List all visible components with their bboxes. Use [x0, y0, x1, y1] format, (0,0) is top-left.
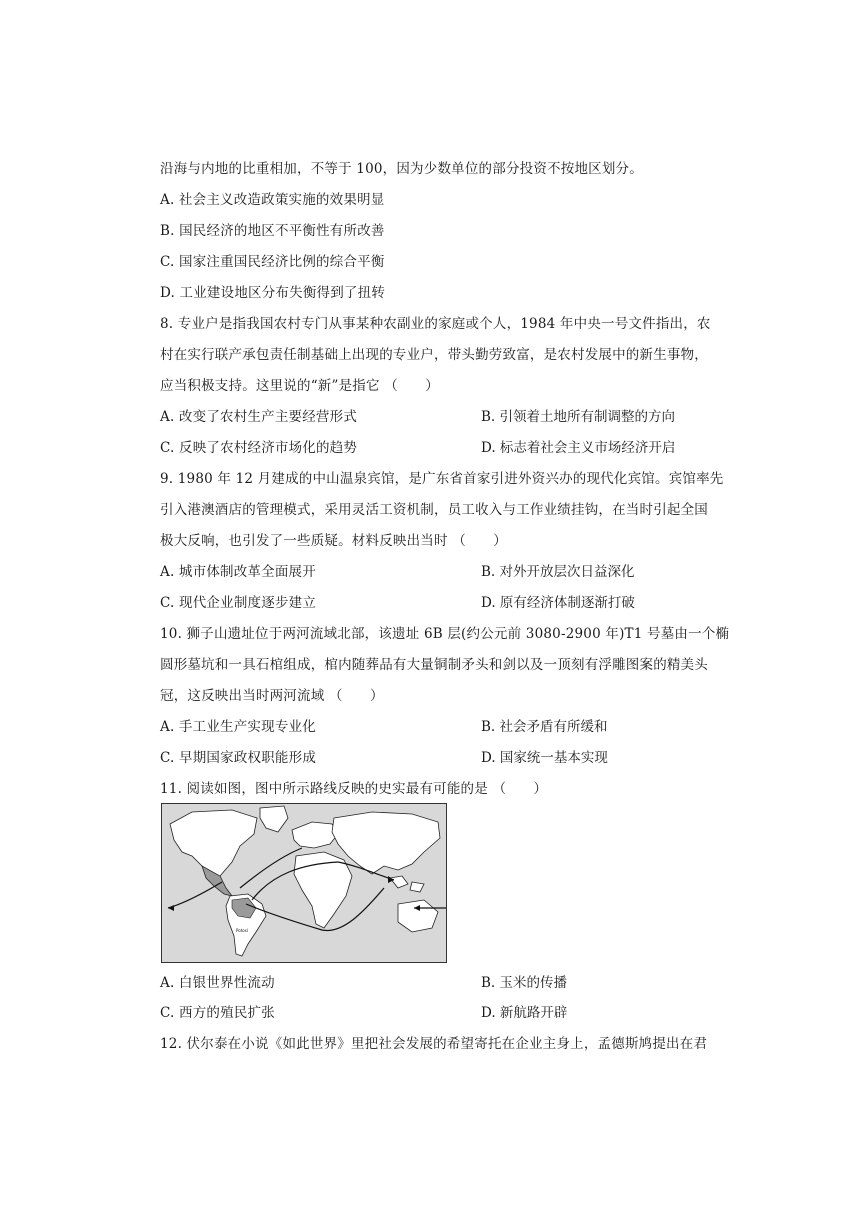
- option-q10-c: C. 早期国家政权职能形成: [160, 750, 317, 766]
- question-12-line-1: 12. 伏尔泰在小说《如此世界》里把社会发展的希望寄托在企业主身上，孟德斯鸠提出在君: [160, 1036, 708, 1052]
- question-8-line-3: 应当积极支持。这里说的“新”是指它 （ ）: [160, 378, 439, 394]
- question-9-line-3: 极大反响，也引发了一些质疑。材料反映出当时 （ ）: [160, 533, 507, 549]
- question-9-line-1: 9. 1980 年 12 月建成的中山温泉宾馆，是广东省首家引进外资兴办的现代化宾馆。宾馆率先: [160, 471, 724, 487]
- question-11-line-1: 11. 阅读如图，图中所示路线反映的史实最有可能的是 （ ）: [160, 781, 548, 797]
- option-q8-b: B. 引领着土地所有制调整的方向: [481, 409, 676, 425]
- option-q11-a: A. 白银世界性流动: [160, 975, 275, 991]
- question-8-line-2: 村在实行联产承包责任制基础上出现的专业户，带头勤劳致富，是农村发展中的新生事物，: [160, 347, 708, 363]
- option-q7-a: A. 社会主义改造政策实施的效果明显: [160, 192, 385, 208]
- option-q10-d: D. 国家统一基本实现: [481, 750, 608, 766]
- world-route-map: [161, 803, 447, 963]
- option-q8-a: A. 改变了农村生产主要经营形式: [160, 409, 358, 425]
- option-q8-d: D. 标志着社会主义市场经济开启: [481, 440, 676, 456]
- option-q11-d: D. 新航路开辟: [481, 1005, 568, 1021]
- map-label: Potosí: [236, 928, 248, 933]
- option-q7-b: B. 国民经济的地区不平衡性有所改善: [160, 223, 385, 239]
- option-q8-c: C. 反映了农村经济市场化的趋势: [160, 440, 358, 456]
- question-10-line-3: 冠，这反映出当时两河流域 （ ）: [160, 688, 384, 704]
- option-q7-c: C. 国家注重国民经济比例的综合平衡: [160, 254, 385, 270]
- option-q10-b: B. 社会矛盾有所缓和: [481, 719, 608, 735]
- option-q11-c: C. 西方的殖民扩张: [160, 1005, 275, 1021]
- option-q11-b: B. 玉米的传播: [481, 975, 568, 991]
- option-q9-a: A. 城市体制改革全面展开: [160, 564, 316, 580]
- option-q9-b: B. 对外开放层次日益深化: [481, 564, 635, 580]
- world-map-illustration: [162, 804, 446, 962]
- option-q7-d: D. 工业建设地区分布失衡得到了扭转: [160, 285, 386, 301]
- question-9-line-2: 引入港澳酒店的管理模式，采用灵活工资机制，员工收入与工作业绩挂钩，在当时引起全国: [160, 502, 708, 518]
- question-10-line-2: 圆形墓坑和一具石棺组成，棺内随葬品有大量铜制矛头和剑以及一顶刻有浮雕图案的精美头: [160, 657, 708, 673]
- option-q9-d: D. 原有经济体制逐渐打破: [481, 595, 635, 611]
- option-q10-a: A. 手工业生产实现专业化: [160, 719, 316, 735]
- question-8-line-1: 8. 专业户是指我国农村专门从事某种农副业的家庭或个人，1984 年中央一号文件指出，农: [160, 316, 711, 332]
- question-10-line-1: 10. 狮子山遗址位于两河流域北部，该遗址 6B 层(约公元前 3080-2900 年)T1 号墓由一个椭: [160, 626, 730, 642]
- text-line: 沿海与内地的比重相加，不等于 100，因为少数单位的部分投资不按地区划分。: [160, 161, 643, 177]
- option-q9-c: C. 现代企业制度逐步建立: [160, 595, 317, 611]
